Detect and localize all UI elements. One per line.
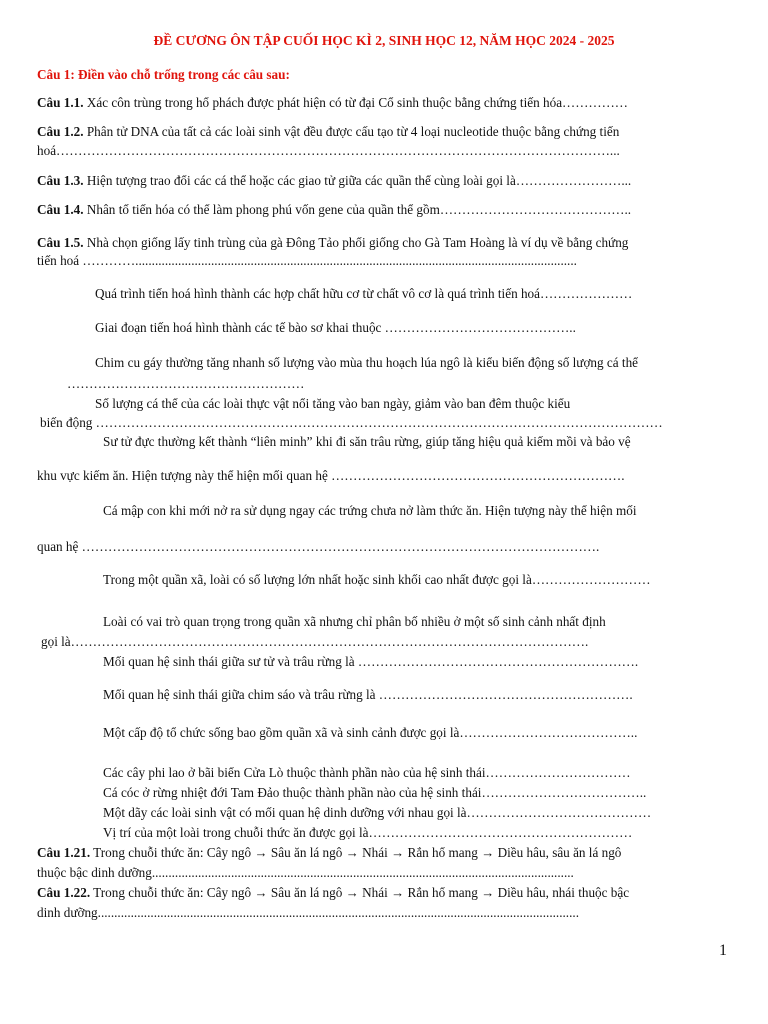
question-line: gọi là……………………………………………………………………………………………………….	[41, 634, 589, 649]
question-line: khu vực kiếm ăn. Hiện tượng này thể hiện mối quan hệ ………………………………………………………….	[37, 468, 625, 483]
question-1-2	[37, 124, 619, 140]
question-label: Câu 1.4.	[37, 202, 84, 217]
question-text: Trong chuỗi thức ăn: Cây ngô → Sâu ăn lá ngô → Nhái → Rắn hổ mang → Diều hâu, sâu ăn lá ngô	[90, 845, 622, 860]
section-heading: Câu 1: Điền vào chỗ trống trong các câu sau:	[37, 67, 290, 82]
question-label: Câu 1.1.	[37, 95, 84, 110]
question-line: Loài có vai trò quan trọng trong quần xã nhưng chỉ phân bố nhiều ở một số sinh cảnh nhất định	[103, 614, 606, 629]
question-label: Câu 1.5.	[37, 235, 84, 250]
question-line: Chim cu gáy thường tăng nhanh số lượng vào mùa thu hoạch lúa ngô là kiểu biến động số lượng cá thể	[95, 355, 639, 370]
question-label: Câu 1.22.	[37, 885, 91, 900]
question-text: Trong chuỗi thức ăn: Cây ngô → Sâu ăn lá ngô → Nhái → Rắn hổ mang → Diều hâu, nhái thuộc bậc	[90, 885, 630, 900]
question-1-22-continuation: dinh dưỡng..................................................................................................................................................	[37, 905, 579, 920]
question-line: Số lượng cá thể của các loài thực vật nổi tăng vào ban ngày, giảm vào ban đêm thuộc kiểu	[95, 396, 571, 411]
question-text: Xác côn trùng trong hổ phách được phát hiện có từ đại Cổ sinh thuộc bằng chứng tiến hóa……………	[83, 95, 628, 110]
question-1-4	[37, 202, 631, 218]
question-line: Một dãy các loài sinh vật có mối quan hệ dinh dưỡng với nhau gọi là……………………………………	[103, 805, 652, 820]
question-line: Mối quan hệ sinh thái giữa chim sáo và trâu rừng là ………………………………………………….	[103, 687, 633, 702]
question-text: Nhà chọn giống lấy tinh trùng của gà Đông Tảo phối giống cho Gà Tam Hoàng là ví dụ về bằng chứng	[83, 235, 629, 250]
question-line: Cá cóc ở rừng nhiệt đới Tam Đảo thuộc thành phần nào của hệ sinh thái………………………………..	[103, 785, 647, 800]
question-1-1	[37, 95, 628, 111]
question-line: Trong một quần xã, loài có số lượng lớn nhất hoặc sinh khối cao nhất được gọi là………………………	[103, 572, 651, 587]
question-1-21-continuation: thuộc bậc dinh dưỡng................................................................................................................................	[37, 865, 574, 880]
question-line: Các cây phi lao ở bãi biển Cửa Lò thuộc thành phần nào của hệ sinh thái……………………………	[103, 765, 631, 780]
question-line: Mối quan hệ sinh thái giữa sư tử và trâu rừng là ……………………………………………………….	[103, 654, 639, 669]
question-label: Câu 1.3.	[37, 173, 84, 188]
question-label: Câu 1.2.	[37, 124, 84, 139]
question-text: Phân tử DNA của tất cả các loài sinh vật đều được cấu tạo từ 4 loại nucleotide thuộc bằng chứng tiến	[83, 124, 620, 139]
question-1-2-continuation: hoá………………………………………………………………………………………………………………...	[37, 143, 620, 158]
page-number: 1	[719, 942, 727, 959]
question-line: quan hệ ……………………………………………………………………………………………………….	[37, 539, 600, 554]
question-label: Câu 1.21.	[37, 845, 91, 860]
question-line: Sư tử đực thường kết thành “liên minh” khi đi săn trâu rừng, giúp tăng hiệu quả kiếm mồi và bảo vệ	[103, 434, 631, 449]
question-1-21	[37, 845, 621, 861]
question-text: Hiện tượng trao đổi các cá thể hoặc các giao tử giữa các quần thể cùng loài gọi là……………………...	[83, 173, 632, 188]
question-line: Cá mập con khi mới nở ra sử dụng ngay các trứng chưa nở làm thức ăn. Hiện tượng này thể hiện mối	[103, 503, 637, 518]
question-1-5-continuation: tiến hoá …………......................................................................................................................................	[37, 253, 577, 268]
question-line: Quá trình tiến hoá hình thành các hợp chất hữu cơ từ chất vô cơ là quá trình tiến hoá…………………	[95, 286, 633, 301]
question-line: biến động …………………………………………………………………………………………………………………	[40, 415, 663, 430]
question-1-22	[37, 885, 629, 901]
question-1-5	[37, 235, 628, 251]
question-line: Vị trí của một loài trong chuỗi thức ăn được gọi là……………………………………………………	[103, 825, 633, 840]
document-title: ĐỀ CƯƠNG ÔN TẬP CUỐI HỌC KÌ 2, SINH HỌC 12, NĂM HỌC 2024 - 2025	[153, 33, 615, 48]
question-1-3	[37, 173, 631, 189]
question-line: Giai đoạn tiến hoá hình thành các tế bào sơ khai thuộc ……………………………………..	[95, 320, 576, 335]
question-line: Một cấp độ tổ chức sống bao gồm quần xã và sinh cảnh được gọi là…………………………………..	[103, 725, 638, 740]
question-text: Nhân tố tiến hóa có thể làm phong phú vốn gene của quần thể gồm……………………………………..	[83, 202, 632, 217]
question-line: ………………………………………………	[67, 376, 305, 391]
